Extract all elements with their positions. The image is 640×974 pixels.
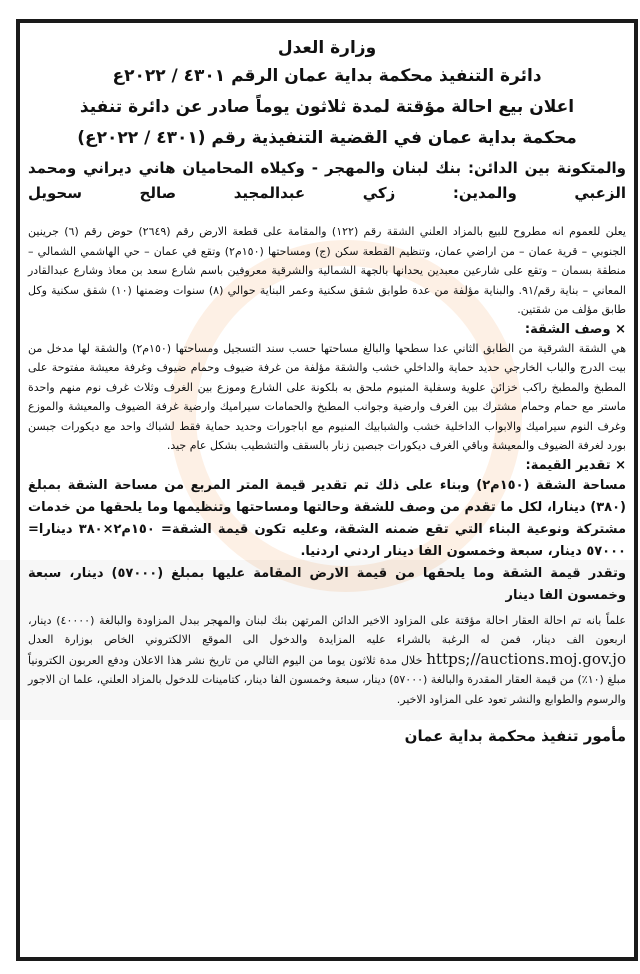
department-title: دائرة التنفيذ محكمة بداية عمان الرقم ٤٣٠١ / ٢٠٢٢ع xyxy=(112,66,542,86)
notice-title-line2: محكمة بداية عمان في القضية التنفيذية رقم (٤٣٠١ / ٢٠٢٢ع) xyxy=(77,128,577,148)
notice-title-line1: اعلان بيع احالة مؤقتة لمدة ثلاثون يوماً صادر عن دائرة تنفيذ xyxy=(79,97,575,117)
valuation-total: وتقدر قيمة الشقة وما يلحقها من قيمة الارض المقامة عليها بمبلغ (٥٧٠٠٠) دينار، سبعة وخمسون الفا دينار xyxy=(28,565,626,603)
closing-text-1: علماً بانه تم احالة العقار احالة مؤقتة على المزاود الاخير الدائن المرتهن بنك لبنان والمهجر ببدل المزاودة والبالغة (٤٠٠٠٠) دينار، اربعون الف دينار، فمن له الرغبة بالشراء عليه المزايدة والدخول الى الموقع الالكتروني الخاص بوزارة العدل xyxy=(28,613,626,646)
notice-frame xyxy=(16,19,638,961)
ministry-title: وزارة العدل xyxy=(277,38,377,58)
parties: والمتكونة بين الدائن: بنك لبنان والمهجر - وكيلاه المحاميان هاني ديراني ومحمد الزعبي والمدين: زكي عبدالمجيد صالح سحويل xyxy=(28,159,626,202)
signature: مأمور تنفيذ محكمة بداية عمان xyxy=(404,727,626,745)
valuation-heading: × تقدير القيمة: xyxy=(525,457,626,473)
valuation-paragraph: مساحة الشقة (١٥٠م٢) وبناء على ذلك تم تقدير قيمة المتر المربع من مساحة الشقة بمبلغ (٣٨٠) دينارا، لكل ما تقدم من وصف للشقة وحالتها ومساحتها وتنظيمها وما يلحقها من خدمات مشتركة ونوعية البناء التي تقع ضمنه الشقة، وعليه تكون قيمة الشقة= ١٥٠م٢×٣٨٠ دينارا= ٥٧٠٠٠ دينار، سبعة وخمسون الفا دينار اردني اردنيا. xyxy=(28,477,626,559)
intro-paragraph: يعلن للعموم انه مطروح للبيع بالمزاد العلني الشقة رقم (١٢٢) والمقامة على قطعة الارض رقم (٢٦٤٩) حوض رقم (٦) جرينين الجنوبي – قرية عمان – من اراضي عمان، وتنظيم القطعة سكن (ج) ومساحتها (١٥٠م٢) وتقع في عمان – حي الهاشمي الشمالي – منطقة بسمان – وتقع على شارعين معبدين يحدانها بالجهة الشمالية والشرقية معروفين باسم شارع سعد بن معاذ وشارع عبدالقادر المعاني – بناية رقم/٩١. والبناية مؤلفة من عدة طوابق شقق سكنية وعمر البناية حوالي (٨) سنوات وضمنها (١٠) شقق سكنية وكل طابق مؤلف من شقتين. xyxy=(28,225,626,316)
closing-paragraph xyxy=(28,611,626,710)
description-heading: × وصف الشقة: xyxy=(524,321,626,337)
auction-url-link[interactable]: https;//auctions.moj.gov.jo xyxy=(426,649,626,668)
description-paragraph: هي الشقة الشرقية من الطابق الثاني عدا سطحها والبالغ مساحتها حسب سند التسجيل ومساحتها (١٥٠م٢) والشقة لها مدخل من بيت الدرج والباب الخارجي حديد حماية والداخلي خشب والشقة مؤلفة من غرفة ضيوف وحمام ضيوف وغرفة معيشة مفتوحة على المطبخ والمطبخ راكب خزائن علوية وسفلية المنيوم ملحق به بلكونة على الشارع وموزع بين الغرف وثلاث غرف نوم منهم واحدة ماستر مع حمام وحمام مشترك بين الغرف وارضية وجوانب المطبخ والحمامات سيراميك وارضية غرفة الضيوف والمعيشة والموزع وغرف النوم سيراميك والابواب الداخلية خشب والشبابيك المنيوم مع اباجورات وحديد حماية فقط لشباك واحد مع ديكورات جبسن بورد لغرفة الضيوف والمعيشة وباقي الغرف ديكورات جبصين زنار بالسقف والتشطيب بشكل عام جيد. xyxy=(28,341,627,452)
closing-text-2: خلال مدة ثلاثون يوما من اليوم التالي من تاريخ نشر هذا الاعلان ودفع العربون الكترونياً مبلغ (١٠٪) من قيمة العقار المقدرة والبالغة (٥٧٠٠٠) دينار، سبعة وخمسون الفا دينار، كتامينات للدخول بالمزاد العلني، علما ان الاجور والرسوم والطوابع والنشر تعود على المزاود الاخير. xyxy=(28,653,627,706)
